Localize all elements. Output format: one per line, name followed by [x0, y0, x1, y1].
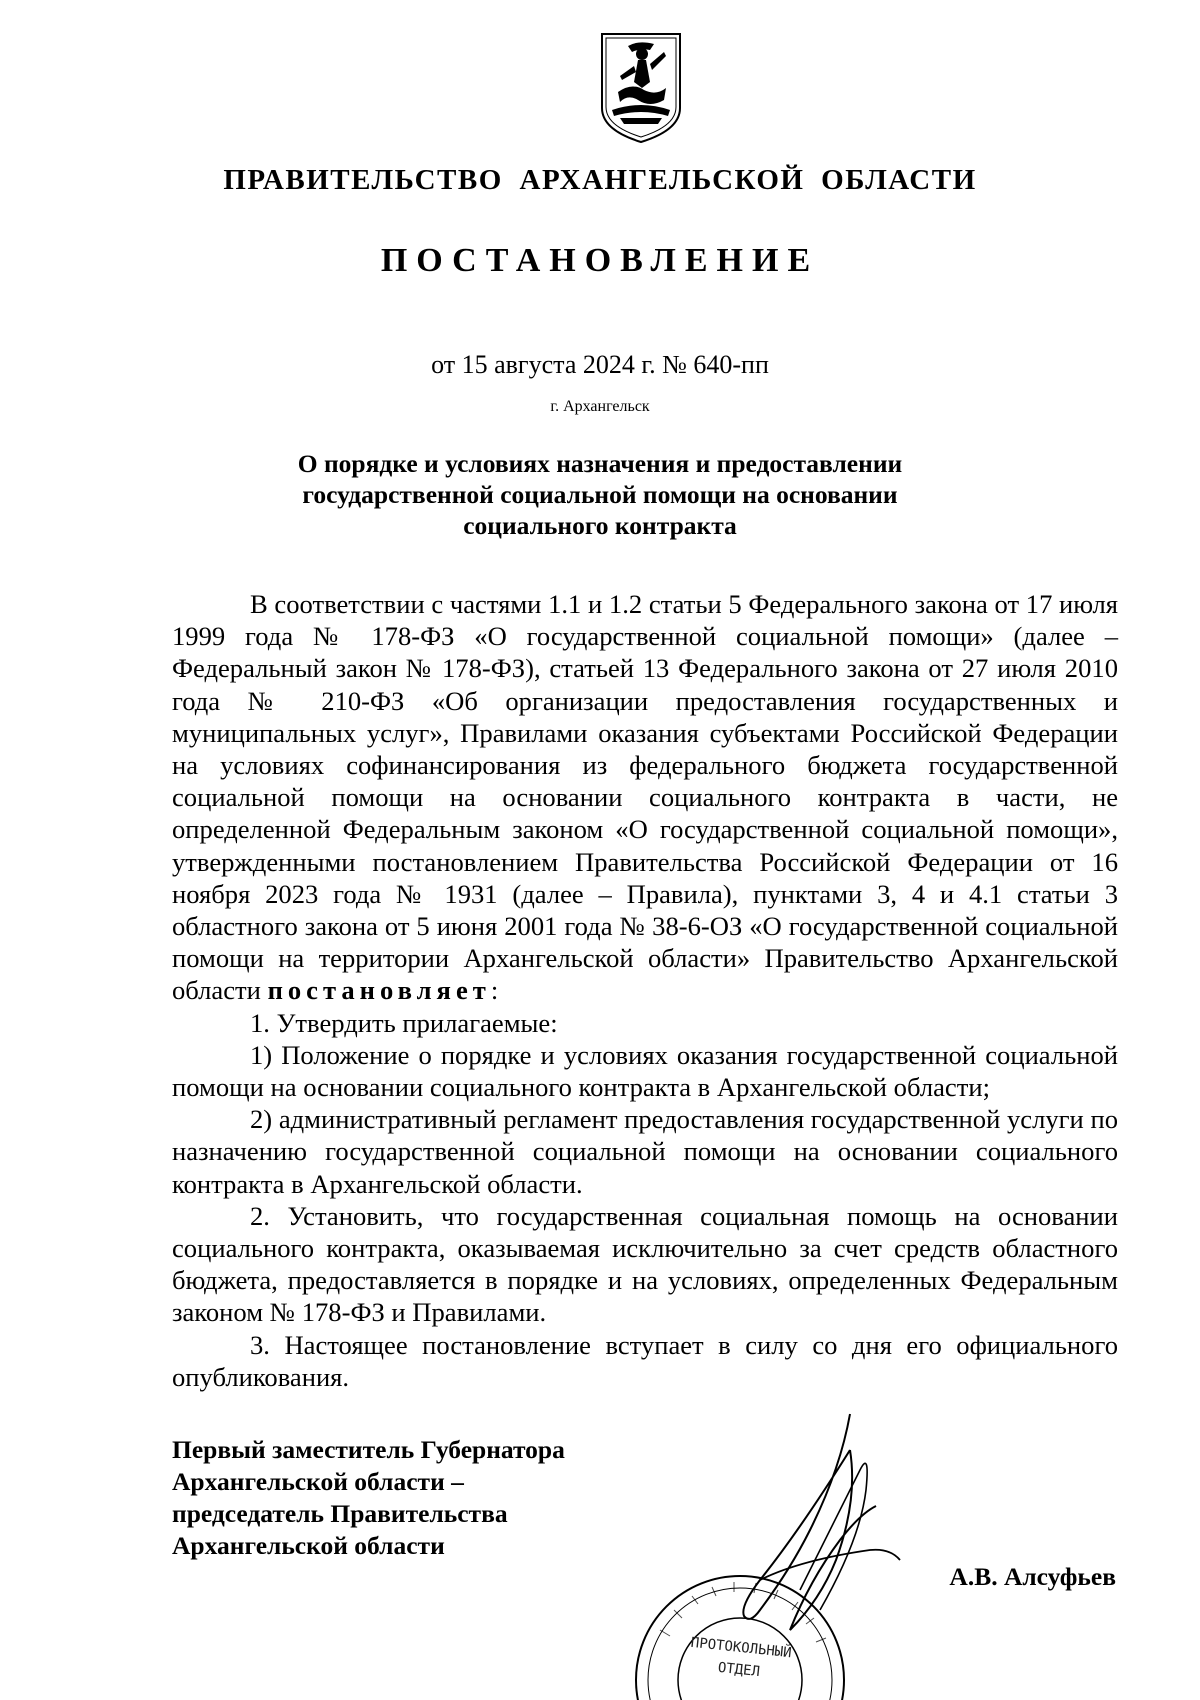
title-line-2: государственной социальной помощи на основании — [302, 480, 898, 509]
preamble-paragraph — [172, 588, 1118, 1007]
item-2: 2. Установить, что государственная социальная помощь на основании социального контракта, оказываемая исключительно за счет средств областного бюджета, предоставляется в порядке и на условиях, определенных Федеральным законом № 178-ФЗ и Правилами. — [172, 1200, 1118, 1328]
government-name: ПРАВИТЕЛЬСТВО АРХАНГЕЛЬСКОЙ ОБЛАСТИ — [223, 164, 977, 196]
decree-colon: : — [490, 975, 499, 1006]
document-type: ПОСТАНОВЛЕНИЕ — [380, 242, 820, 279]
item-3: 3. Настоящее постановление вступает в силу со дня его официального опубликования. — [172, 1329, 1118, 1392]
coat-of-arms-emblem — [598, 30, 684, 144]
stamp-text-line-1: ПРОТОКОЛЬНЫЙ — [690, 1634, 793, 1662]
preamble-text: В соответствии с частями 1.1 и 1.2 статьи 5 Федерального закона от 17 июля 1999 года № 178-ФЗ «О государственной социальной помощи» (далее – Федеральный закон № 178-ФЗ), статьей 13 Федерального закона от 27 июля 2010 года № 210-ФЗ «Об организации предоставления государственных и муниципальных услуг», Правилами оказания субъектами Российской Федерации на условиях софинансирования из федерального бюджета государственной социальной помощи на основании социального контракта в части, не определенной Федеральным законом «О государственной социальной помощи», утвержденными постановлением Правительства Российской Федерации от 16 ноября 2023 года № 1931 (далее – Правила), пунктами 3, 4 и 4.1 статьи 3 областного закона от 5 июня 2001 года № 38-6-ОЗ «О государственной социальной помощи на территории Архангельской области» Правительство Архангельской области — [172, 589, 1118, 1006]
stamp-text-line-2: ОТДЕЛ — [717, 1659, 761, 1681]
title-line-3: социального контракта — [463, 511, 737, 540]
position-line-3: председатель Правительства — [172, 1499, 508, 1528]
position-line-1: Первый заместитель Губернатора — [172, 1435, 565, 1464]
item-1: 1. Утвердить прилагаемые: — [250, 1007, 558, 1038]
document-title — [200, 448, 1000, 541]
document-city: г. Архангельск — [550, 398, 650, 415]
document-date-number: от 15 августа 2024 г. № 640-пп — [431, 350, 769, 379]
document-body — [172, 588, 1118, 1393]
signatory-position — [172, 1434, 652, 1562]
item-1-2: 2) административный регламент предоставления государственной услуги по назначению государственной социальной помощи на основании социального контракта в Архангельской области. — [172, 1104, 1118, 1199]
item-1-1: 1) Положение о порядке и условиях оказания государственной социальной помощи на основании социального контракта в Архангельской области; — [172, 1039, 1118, 1103]
signatory-name: А.В. Алсуфьев — [949, 1562, 1116, 1591]
decree-word: постановляет — [267, 975, 491, 1006]
title-line-1: О порядке и условиях назначения и предоставлении — [297, 449, 903, 478]
position-line-4: Архангельской области — [172, 1531, 445, 1560]
position-line-2: Архангельской области – — [172, 1467, 464, 1496]
